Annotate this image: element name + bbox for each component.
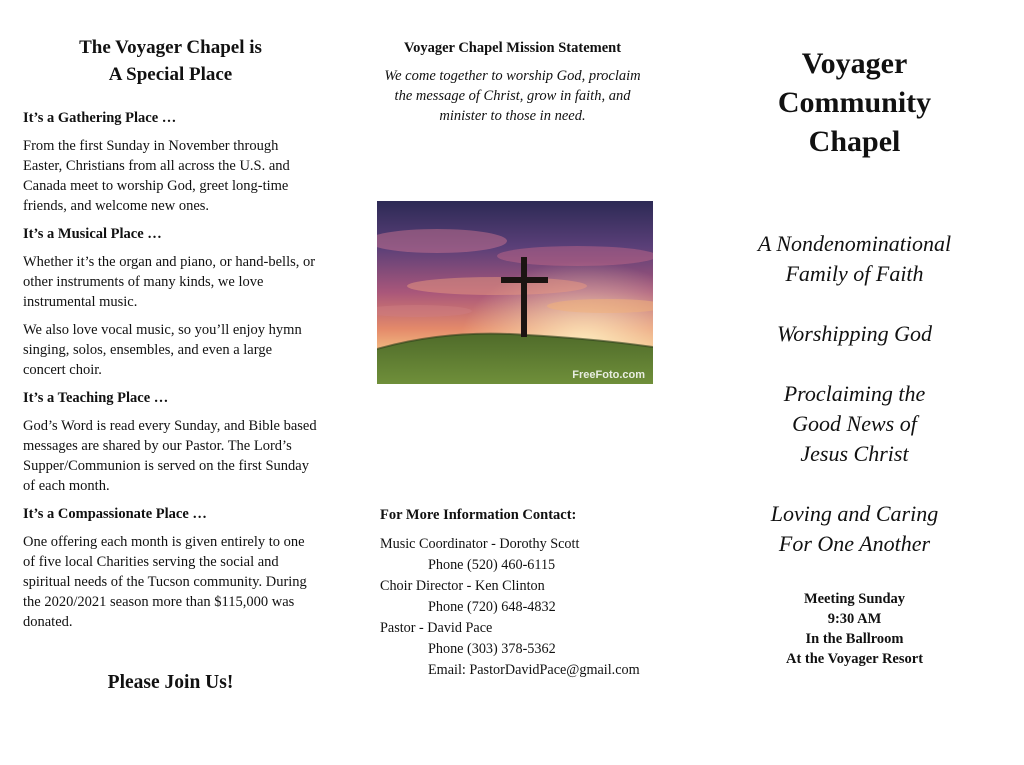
section-heading-teaching: It’s a Teaching Place … — [23, 390, 169, 406]
tagline-line: A Nondenominational — [757, 231, 952, 256]
contact-music-coordinator: Music Coordinator - Dorothy Scott — [380, 536, 580, 552]
tagline-line: Family of Faith — [785, 261, 924, 286]
contact-pastor: Pastor - David Pace — [380, 620, 493, 636]
mission-title: Voyager Chapel Mission Statement — [403, 40, 622, 56]
tagline-worshipping: Worshipping God — [776, 321, 933, 346]
contact-music-phone: Phone (520) 460-6115 — [428, 557, 556, 573]
left-title-line1: The Voyager Chapel is — [79, 37, 262, 58]
tagline-line: Loving and Caring — [770, 501, 939, 526]
left-title-line2: A Special Place — [108, 64, 233, 85]
left-title — [23, 34, 318, 88]
contact-heading: For More Information Contact: — [380, 507, 577, 523]
middle-panel — [340, 0, 685, 765]
mission-statement: We come together to worship God, proclaim the message of Christ, grow in faith, and minister to those in need. — [384, 68, 641, 124]
tagline-family-of-faith — [685, 229, 1024, 289]
chapel-title-line3: Chapel — [808, 125, 901, 158]
meeting-time: 9:30 AM — [827, 611, 882, 627]
tagline-line: Jesus Christ — [800, 441, 909, 466]
section-heading-compassionate: It’s a Compassionate Place … — [23, 506, 207, 522]
meeting-info — [685, 589, 1024, 669]
tagline-line: Proclaiming the — [783, 381, 926, 406]
join-us-text: Please Join Us! — [107, 672, 234, 693]
contact-choir-director: Choir Director - Ken Clinton — [380, 578, 545, 594]
section-text-musical-instrumental: Whether it’s the organ and piano, or hand-bells, or other instruments of many kinds, we love instrumental music. — [23, 254, 316, 310]
section-text-teaching: God’s Word is read every Sunday, and Bible based messages are shared by our Pastor. The Lord’s Supper/Communion is served on the first Sunday of each month. — [23, 418, 317, 494]
section-text-compassionate: One offering each month is given entirely to one of five local Charities serving the social and spiritual needs of the Tucson community. During the 2020/2021 season more than $115,000 was donated. — [23, 534, 307, 630]
section-text-musical-vocal: We also love vocal music, so you’ll enjoy hymn singing, solos, ensembles, and even a large concert choir. — [23, 322, 302, 378]
photo-watermark: FreeFoto.com — [572, 369, 645, 381]
section-heading-gathering: It’s a Gathering Place … — [23, 110, 177, 126]
cross-sunset-photo — [377, 201, 653, 384]
meeting-room: In the Ballroom — [805, 631, 904, 647]
contact-pastor-email: Email: PastorDavidPace@gmail.com — [428, 662, 640, 678]
chapel-title — [685, 44, 1024, 161]
tagline-good-news — [685, 379, 1024, 469]
contact-block — [380, 507, 680, 681]
tagline-loving-caring — [685, 499, 1024, 559]
left-panel — [0, 0, 340, 765]
contact-pastor-phone: Phone (303) 378-5362 — [428, 641, 556, 657]
tagline-line: For One Another — [778, 531, 931, 556]
meeting-location: At the Voyager Resort — [785, 651, 924, 667]
right-panel — [685, 0, 1024, 765]
section-text-gathering: From the first Sunday in November through Easter, Christians from all across the U.S. and Canada meet to worship God, greet long-time friends, and welcome new ones. — [23, 138, 290, 214]
contact-choir-phone: Phone (720) 648-4832 — [428, 599, 556, 615]
chapel-title-line2: Community — [777, 86, 932, 119]
meeting-day: Meeting Sunday — [803, 591, 906, 607]
section-heading-musical: It’s a Musical Place … — [23, 226, 162, 242]
tagline-line: Good News of — [792, 411, 917, 436]
chapel-title-line1: Voyager — [801, 47, 908, 80]
